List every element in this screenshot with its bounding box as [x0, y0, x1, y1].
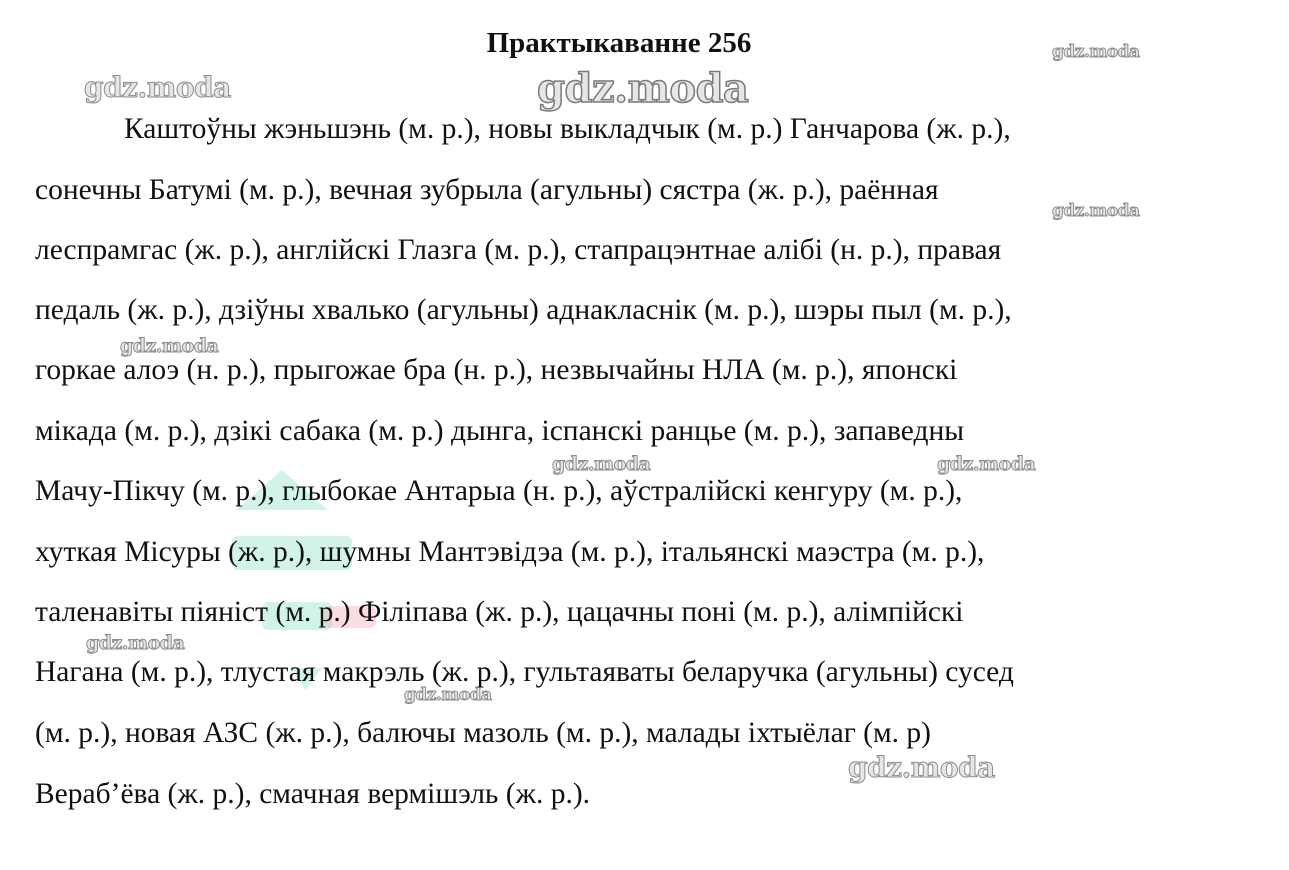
text-line: Каштоўны жэньшэнь (м. р.), новы выкладчык (м. р.) Ганчарова (ж. р.),	[124, 113, 1011, 145]
text-line: мікада (м. р.), дзікі сабака (м. р.) дынга, іспанскі ранцье (м. р.), запаведны	[35, 415, 965, 447]
text-line: таленавіты піяніст (м. р.) Філіпава (ж. р.), цацачны поні (м. р.), алімпійскі	[35, 596, 964, 628]
text-line: педаль (ж. р.), дзіўны хвалько (агульны) аднакласнік (м. р.), шэры пыл (м. р.),	[35, 294, 1012, 326]
text-line: хуткая Місуры (ж. р.), шумны Мантэвідэа (м. р.), італьянскі маэстра (м. р.),	[35, 536, 985, 568]
page-title: Практыкаванне 256	[486, 27, 752, 59]
text-line: Нагана (м. р.), тлустая макрэль (ж. р.), гультаяваты беларучка (агульны) сусед	[35, 656, 1014, 688]
watermark: gdz.moda	[537, 65, 749, 112]
watermark: gdz.moda	[404, 685, 492, 705]
watermark: gdz.moda	[1052, 201, 1140, 221]
watermark: gdz.moda	[1052, 42, 1140, 62]
text-line: сонечны Батумі (м. р.), вечная зубрыла (агульны) сястра (ж. р.), раённая	[35, 174, 939, 206]
watermark: gdz.moda	[848, 751, 995, 784]
text-line: Мачу-Пікчу (м. р.), глыбокае Антарыа (н. р.), аўстралійскі кенгуру (м. р.),	[35, 475, 963, 507]
watermark: gdz.moda	[84, 71, 231, 104]
watermark: gdz.moda	[86, 632, 185, 654]
watermark: gdz.moda	[120, 335, 219, 357]
text-line: Вераб’ёва (ж. р.), смачная вермішэль (ж. р.).	[35, 778, 591, 810]
text-line: леспрамгас (ж. р.), англійскі Глазга (м. р.), стапрацэнтнае алібі (н. р.), правая	[35, 234, 1002, 266]
watermark: gdz.moda	[937, 453, 1036, 475]
text-line: (м. р.), новая АЗС (ж. р.), балючы мазоль (м. р.), малады іхтыёлаг (м. р)	[35, 717, 931, 749]
watermark: gdz.moda	[552, 453, 651, 475]
text-line: горкае алоэ (н. р.), прыгожае бра (н. р.), незвычайны НЛА (м. р.), японскі	[35, 354, 958, 386]
